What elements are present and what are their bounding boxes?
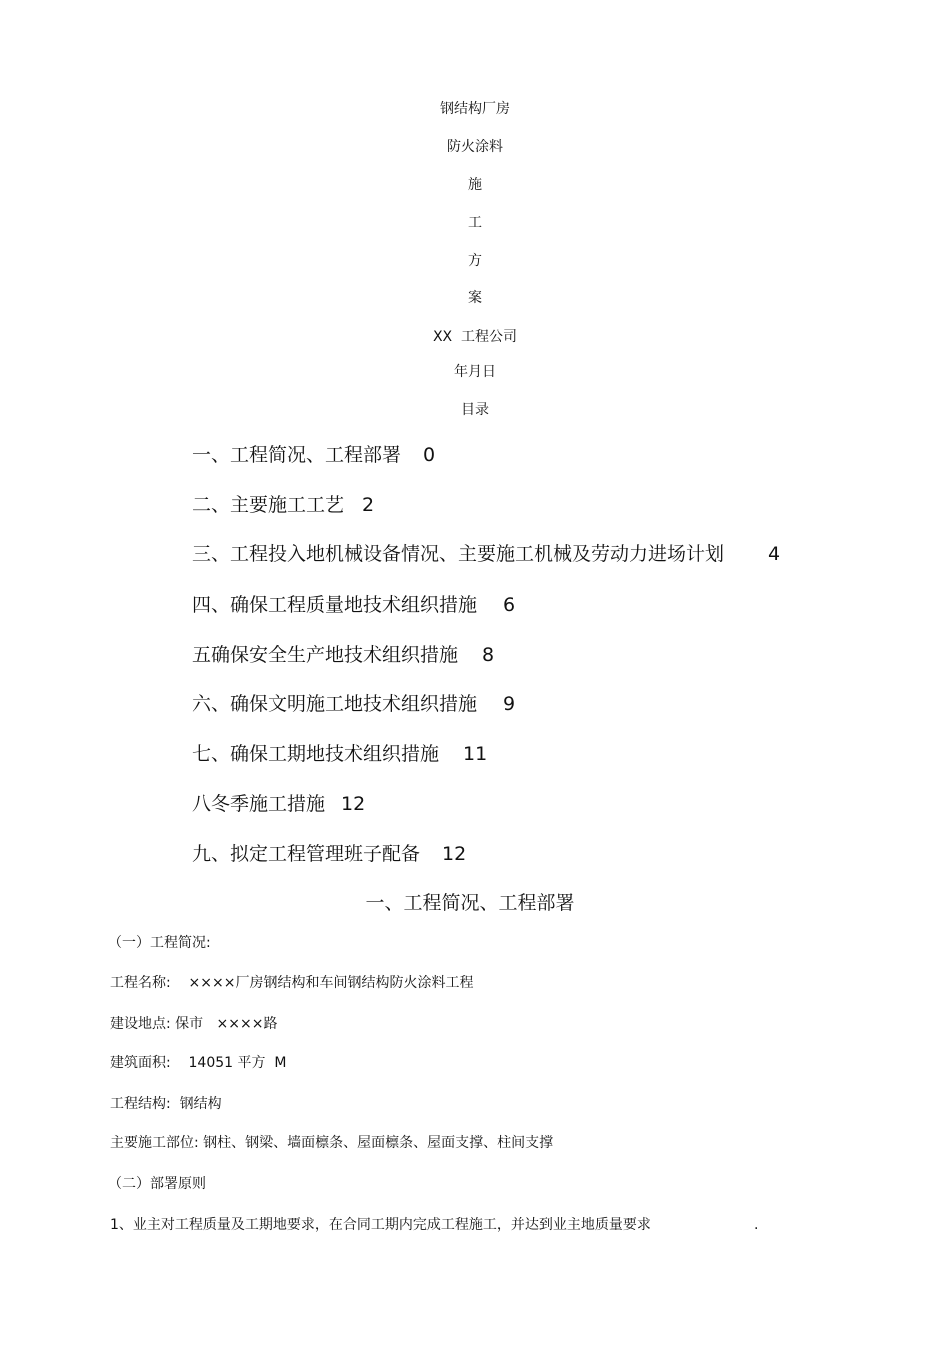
toc-item-4[interactable]	[192, 594, 515, 616]
project-area: 建筑面积: 14051 平方 M	[110, 1055, 287, 1071]
toc-item-3[interactable]	[192, 543, 780, 565]
toc-title: 八冬季施工措施	[192, 793, 326, 815]
toc-title: 七、确保工期地技术组织措施	[192, 743, 440, 765]
toc-title: 一、工程简况、工程部署	[192, 444, 402, 466]
cover-line-3: 施	[468, 177, 482, 193]
toc-page: 8	[482, 644, 495, 666]
toc-page: 0	[423, 444, 436, 466]
construction-parts: 主要施工部位: 钢柱、钢梁、墙面檩条、屋面檩条、屋面支撑、柱间支撑	[110, 1135, 554, 1151]
subheading-overview: （一）工程简况:	[108, 935, 211, 951]
toc-title: 二、主要施工工艺	[192, 494, 345, 516]
toc-page: 12	[341, 793, 366, 815]
toc-page: 12	[442, 843, 467, 865]
toc-title: 九、拟定工程管理班子配备	[192, 843, 421, 865]
toc-page: 2	[362, 494, 375, 516]
project-location: 建设地点: 保市 ××××路	[110, 1016, 278, 1032]
date-line: 年月日	[454, 364, 496, 380]
principle-1-end: .	[754, 1217, 759, 1233]
cover-line-6: 案	[468, 290, 482, 306]
toc-item-5[interactable]	[192, 644, 494, 666]
cover-line-4: 工	[468, 215, 482, 231]
project-structure: 工程结构: 钢结构	[110, 1096, 222, 1112]
toc-item-2[interactable]	[192, 494, 374, 516]
principle-1: 1、业主对工程质量及工期地要求，在合同工期内完成工程施工，并达到业主地质量要求	[110, 1217, 651, 1233]
toc-item-1[interactable]	[192, 444, 435, 466]
cover-line-1: 钢结构厂房	[440, 101, 510, 117]
toc-item-9[interactable]	[192, 843, 466, 865]
toc-page: 6	[503, 594, 516, 616]
toc-page: 4	[768, 543, 781, 565]
toc-item-8[interactable]	[192, 793, 365, 815]
project-name: 工程名称: ××××厂房钢结构和车间钢结构防火涂料工程	[110, 975, 474, 991]
cover-line-5: 方	[468, 253, 482, 269]
company-name: XX 工程公司	[432, 329, 518, 345]
toc-item-6[interactable]	[192, 693, 515, 715]
subheading-principles: （二）部署原则	[108, 1176, 206, 1192]
toc-title: 三、工程投入地机械设备情况、主要施工机械及劳动力进场计划	[192, 543, 725, 565]
toc-title: 六、确保文明施工地技术组织措施	[192, 693, 478, 715]
toc-page: 9	[503, 693, 516, 715]
toc-heading: 目录	[461, 402, 489, 418]
toc-page: 11	[463, 743, 488, 765]
toc-item-7[interactable]	[192, 743, 487, 765]
cover-line-2: 防火涂料	[447, 139, 503, 155]
toc-title: 四、确保工程质量地技术组织措施	[192, 594, 478, 616]
section-title: 一、工程简况、工程部署	[365, 892, 575, 914]
toc-title: 五确保安全生产地技术组织措施	[192, 644, 459, 666]
